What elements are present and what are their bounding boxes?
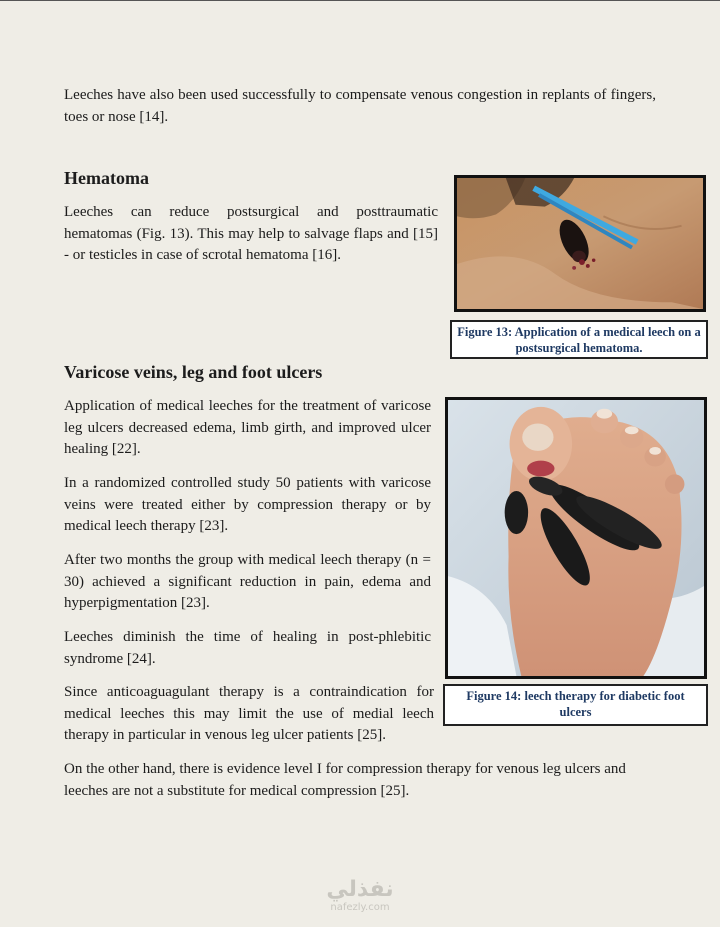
figure-14-photo: [445, 397, 707, 679]
figure-13-caption: Figure 13: Application of a medical leech on a postsurgical hematoma.: [450, 320, 708, 359]
watermark-logo: نفذلي: [326, 877, 394, 902]
hematoma-heading: Hematoma: [64, 168, 149, 188]
varicose-paragraph-2: In a randomized controlled study 50 patients with varicose veins were treated either by compression therapy or by medical leech therapy [23].: [64, 475, 431, 534]
figure-14-caption: Figure 14: leech therapy for diabetic foot ulcers: [443, 684, 708, 726]
varicose-paragraph-4: Leeches diminish the time of healing in post-phlebitic syndrome [24].: [64, 629, 431, 667]
varicose-paragraph-5: Since anticoaguagulant therapy is a contraindication for medical leeches this may limit the use of medial leech therapy in particular in venous leg ulcer patients [25].: [64, 684, 434, 743]
varicose-paragraph-3: After two months the group with medical leech therapy (n = 30) achieved a significant reduction in pain, edema and hyperpigmentation [23].: [64, 552, 431, 611]
watermark: [310, 878, 410, 914]
varicose-paragraph-1: Application of medical leeches for the treatment of varicose leg ulcers decreased edema, limb girth, and improved ulcer healing [22].: [64, 398, 431, 457]
figure-13-photo: [454, 175, 706, 312]
closing-paragraph: On the other hand, there is evidence level I for compression therapy for venous leg ulcers and leeches are not a substitute for medical compression [25].: [64, 761, 626, 799]
hematoma-paragraph: Leeches can reduce postsurgical and posttraumatic hematomas (Fig. 13). This may help to salvage flaps and [15] - or testicles in case of scrotal hematoma [16].: [64, 204, 438, 263]
intro-paragraph: Leeches have also been used successfully to compensate venous congestion in replants of fingers, toes or nose [14].: [64, 87, 656, 125]
varicose-heading: Varicose veins, leg and foot ulcers: [64, 362, 323, 382]
watermark-url: nafezly.com: [330, 902, 390, 913]
page-top-border: [0, 0, 720, 1]
